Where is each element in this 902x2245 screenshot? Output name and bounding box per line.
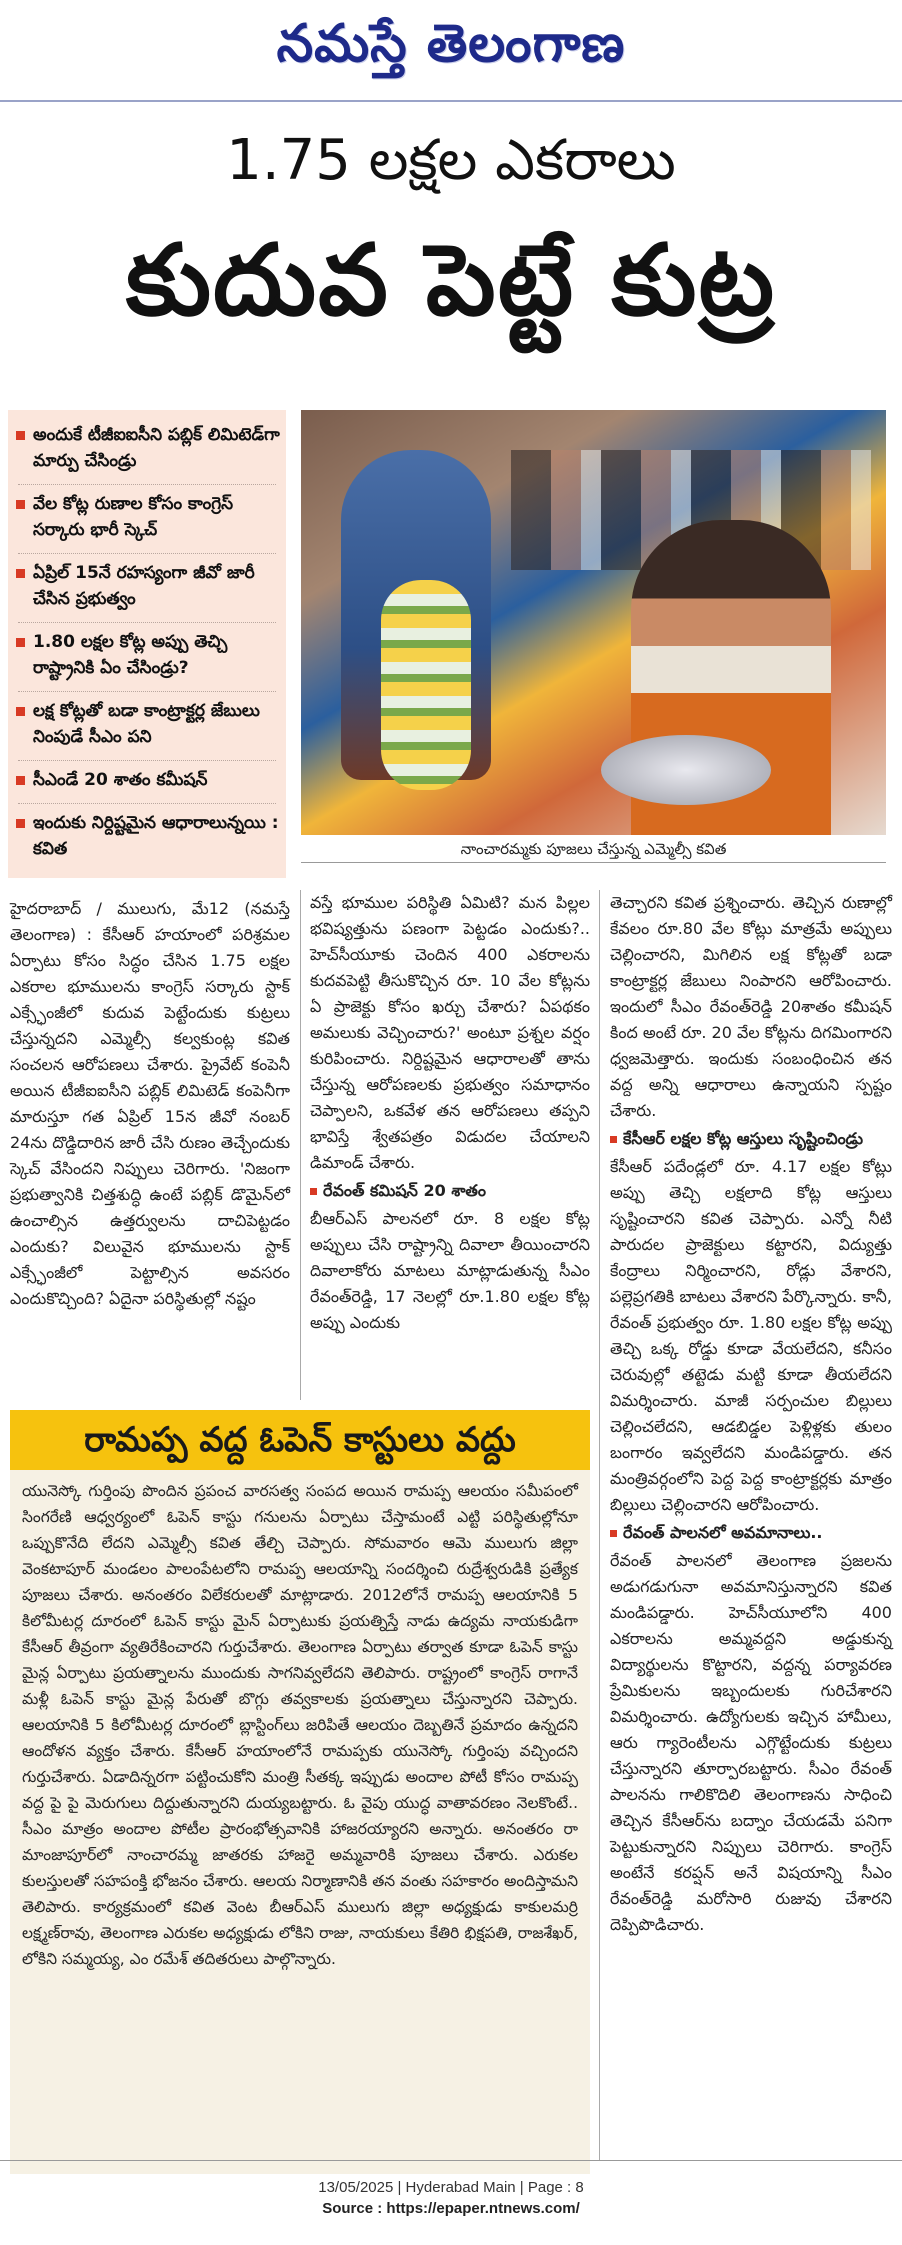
bullet-square-icon	[16, 500, 25, 509]
highlight-item: అందుకే టీజీఐఐసీని పబ్లిక్ లిమిటెడ్‌గా మార్పు చేసిండ్రు	[14, 422, 280, 474]
bullet-square-icon	[310, 1188, 317, 1195]
footer-source-link[interactable]: Source : https://epaper.ntnews.com/	[322, 2200, 580, 2217]
highlight-item: ఇందుకు నిర్దిష్టమైన ఆధారాలున్నయి : కవిత	[14, 810, 280, 862]
bullet-square-icon	[610, 1530, 617, 1537]
page-footer	[0, 2160, 902, 2245]
bullet-square-icon	[16, 569, 25, 578]
article-paragraph: బీఆర్‌ఎస్ పాలనలో రూ. 8 లక్షల కోట్ల అప్పులు చేసి రాష్ట్రాన్ని దివాలా తీయించారని దివాలాకోరు మాటలు మాట్లాడుతున్న సీఎం రేవంత్‌రెడ్డి, 17 నెలల్లో రూ.1.80 లక్షల కోట్ల అప్పు ఎందుకు	[310, 1209, 590, 1332]
sidebox-paragraph: యునెస్కో గుర్తింపు పొందిన ప్రపంచ వారసత్వ సంపద అయిన రామప్ప ఆలయం సమీపంలో సింగరేణి ఆధ్వర్యంలో ఓపెన్ కాస్టు గనులను ఏర్పాటు చేస్తామంటే ఎట్టి పరిస్థితుల్లోనూ ఒప్పుకొనేది లేదని ఎమ్మెల్సీ కవిత తేల్చి చెప్పారు. సోమవారం ఆమె ములుగు జిల్లా వెంకటాపూర్ మండలం పాలంపేటలోని రామప్ప ఆలయాన్ని సందర్శించి రుద్రేశ్వరుడికి ప్రత్యేక పూజలు చేశారు. అనంతరం విలేకరులతో మాట్లాడారు. 2012లోనే రామప్ప ఆలయానికి 5 కిలోమీటర్ల దూరంలో ఓపెన్ కాస్టు మైన్ ఏర్పాటుకు ప్రయత్నిస్తే నాడు ఉద్యమ నాయకుడిగా కేసీఆర్ తీవ్రంగా వ్యతిరేకించారని గుర్తుచేశారు. తెలంగాణ ఏర్పాటు తర్వాత కూడా ఓపెన్ కాస్టు మైన్ల ఏర్పాటు ప్రయత్నాలను ముందుకు సాగనివ్వలేదని తెలిపారు. రాష్ట్రంలో కాంగ్రెస్ రాగానే మళ్లీ ఓపెన్ కాస్టు మైన్ల పేరుతో బొగ్గు తవ్వకాలకు ప్రయత్నాలు చేస్తున్నారని చెప్పారు. ఆలయానికి 5 కిలోమీటర్ల దూరంలో బ్లాస్టింగ్‌లు జరిపితే ఆలయం దెబ్బతినే ప్రమాదం ఉన్నదని ఆందోళన వ్యక్తం చేశారు. కేసీఆర్ హయాంలోనే రామప్పకు యునెస్కో గుర్తింపు వచ్చిందని గుర్తుచేశారు. ఏడాదిన్నరగా పట్టించుకోని మంత్రి సీతక్క ఇప్పుడు అందాల పోటీ కోసం రామప్ప వద్ద పై పై మెరుగులు దిద్దుతున్నారని దుయ్యబట్టారు. ఓ వైపు యుద్ధ వాతావరణం నెలకొంటే.. సీఎం మాత్రం అందాల పోటీల ప్రారంభోత్సవానికి హాజరయ్యారని అన్నారు. అనంతరం రా మాంజాపూర్‌లో నాంచారమ్మ జాతరకు హాజరై అమ్మవారికి పూజలు చేశారు. ఎరుకల కులస్తులతో సహపంక్తి భోజనం చేశారు. ఆలయ నిర్మాణానికి తన వంతు సహకారం అందిస్తామని తెలిపారు. కార్యక్రమంలో కవిత వెంట బీఆర్‌ఎస్ ములుగు జిల్లా అధ్యక్షుడు కాకులమర్రి లక్ష్మణ్‌రావు, తెలంగాణ ఎరుకల అధ్యక్షుడు లోకిని రాజు, నాయకులు కేతిరి భిక్షపతి, రాజశేఖర్, లోకిని సమ్మయ్య, ఎం రమేశ్ తదితరులు పాల్గొన్నారు.	[22, 1482, 578, 1968]
article-paragraph: కేసీఆర్ పదేండ్లలో రూ. 4.17 లక్షల కోట్లు అప్పు తెచ్చి లక్షలాది కోట్ల ఆస్తులు సృష్టించారని కవిత చెప్పారు. ఎన్నో నీటి పారుదల ప్రాజెక్టులు కట్టారని, విద్యుత్తు కేంద్రాలు నిర్మించారని, రోడ్లు వేశారని, పల్లెప్రగతికి బాటలు వేశారని పేర్కొన్నారు. కానీ, రేవంత్ ప్రభుత్వం రూ. 1.80 లక్షల కోట్ల అప్పు తెచ్చి ఒక్క రోడ్డు కూడా వేయలేదని, కనీసం చెరువుల్లో తట్టెడు మట్టి కూడా తీయలేదని విమర్శించారు. మాజీ సర్పంచుల బిల్లులు చెల్లించలేదని, ఆడబిడ్డల పెళ్లిళ్లకు తులం బంగారం ఇవ్వలేదని మండిపడ్డారు. తన మంత్రివర్గంలోని పెద్ద పెద్ద కాంట్రాక్టర్లకు మాత్రం బిల్లులు చెల్లించారని ఆరోపించారు.	[610, 1157, 892, 1514]
sidebox-body	[10, 1470, 590, 2174]
highlights-box	[8, 410, 286, 878]
article-column-1	[10, 896, 290, 1312]
headline-line-1: 1.75 లక్షల ఎకరాలు	[226, 128, 676, 193]
bullet-square-icon	[610, 1136, 617, 1143]
bullet-square-icon	[16, 776, 25, 785]
footer-edition-info: 13/05/2025 | Hyderabad Main | Page : 8	[318, 2179, 584, 2196]
sidebox-title: రామప్ప వద్ద ఓపెన్ కాస్టులు వద్దు	[10, 1410, 590, 1470]
photo-garland	[381, 580, 471, 790]
article-column-2	[310, 890, 590, 1336]
highlight-item: ఏప్రిల్ 15నే రహస్యంగా జీవో జారీ చేసిన ప్రభుత్వం	[14, 560, 280, 612]
newspaper-logo: నమస్తే తెలంగాణ	[276, 14, 626, 74]
bullet-square-icon	[16, 819, 25, 828]
photo-caption: నాంచారమ్మకు పూజలు చేస్తున్న ఎమ్మెల్సీ కవిత	[460, 840, 727, 858]
article-paragraph: తెచ్చారని కవిత ప్రశ్నించారు. తెచ్చిన రుణాల్లో కేవలం రూ.80 వేల కోట్లు మాత్రమే అప్పులు చెల్లించారని, మిగిలిన లక్ష కోట్లతో బడా కాంట్రాక్టర్ల జేబులు నింపారని ఆరోపించారు. ఇందులో సీఎం రేవంత్‌రెడ్డి 20శాతం కమీషన్ కింద అంటే రూ. 20 వేల కోట్లను దిగమింగారని ధ్వజమెత్తారు. ఇందుకు సంబంధించిన తన వద్ద అన్ని ఆధారాలు ఉన్నాయని స్పష్టం చేశారు.	[610, 893, 892, 1120]
article-paragraph: హైదరాబాద్ / ములుగు, మే12 (నమస్తే తెలంగాణ) : కేసీఆర్ హయాంలో పరిశ్రమల ఏర్పాటు కోసం సిద్ధం చేసిన 1.75 లక్షల ఎకరాల భూములను కాంగ్రెస్ సర్కారు స్టాక్ ఎక్స్ఛేంజీలో కుదువ పెట్టేందుకు కుట్రలు చేస్తున్నదని ఎమ్మెల్సీ కల్వకుంట్ల కవిత సంచలన ఆరోపణలు చేశారు. ప్రైవేట్ కంపెనీ అయిన టీజీఐఐసీని పబ్లిక్ లిమిటెడ్ కంపెనీగా మారుస్తూ గత ఏప్రిల్ 15న జీవో నంబర్ 24ను దొడ్డిదారిన జారీ చేసి రుణం తెచ్చేందుకు స్కెచ్ వేసిందని నిప్పులు చెరిగారు. 'నిజంగా ప్రభుత్వానికి చిత్తశుద్ధి ఉంటే పబ్లిక్ డొమైన్‌లో ఉంచాల్సిన ఉత్తర్వులను దాచిపెట్టడం ఎందుకు? విలువైన భూములను స్టాక్ ఎక్స్ఛేంజీలో పెట్టాల్సిన అవసరం ఎందుకొచ్చింది? ఏదైనా పరిస్థితుల్లో నష్టం	[10, 899, 290, 1308]
masthead	[0, 0, 902, 102]
headline-line-2: కుదువ పెట్టే కుట్ర	[125, 224, 777, 338]
highlight-item: లక్ష కోట్లతో బడా కాంట్రాక్టర్ల జేబులు నింపుడే సీఎం పని	[14, 698, 280, 750]
highlight-item: 1.80 లక్షల కోట్ల అప్పు తెచ్చి రాష్ట్రానికి ఏం చేసిండ్రు?	[14, 629, 280, 681]
article-paragraph: వస్తే భూముల పరిస్థితి ఏమిటి? మన పిల్లల భవిష్యత్తును పణంగా పెట్టడం ఎందుకు?.. హెచ్‌సీయూకు చెందిన 400 ఎకరాలను కుదవపెట్టి తీసుకొచ్చిన రూ. 10 వేల కోట్లను ఏ ప్రాజెక్టు కోసం ఖర్చు చేశారు? ఏపథకం అమలుకు వెచ్చించారు?' అంటూ ప్రశ్నల వర్షం కురిపించారు. నిర్దిష్టమైన ఆధారాలతో తాను చేస్తున్న ఆరోపణలకు ప్రభుత్వం సమాధానం చెప్పాలని, ఒకవేళ తన ఆరోపణలు తప్పని భావిస్తే శ్వేతపత్రం విడుదల చేయాలని డిమాండ్ చేశారు.	[310, 893, 590, 1172]
subheading: రేవంత్ పాలనలో అవమానాలు..	[610, 1520, 892, 1546]
highlight-item: వేల కోట్ల రుణాల కోసం కాంగ్రెస్ సర్కారు భారీ స్కెచ్	[14, 491, 280, 543]
photo-puja-plate	[601, 735, 771, 805]
highlight-item: సీఎండే 20 శాతం కమీషన్	[14, 767, 280, 793]
bullet-square-icon	[16, 431, 25, 440]
bullet-square-icon	[16, 638, 25, 647]
article-paragraph: రేవంత్ పాలనలో తెలంగాణ ప్రజలను అడుగడుగునా అవమానిస్తున్నారని కవిత మండిపడ్డారు. హెచ్‌సీయూలోని 400 ఎకరాలను అమ్మవద్దని అడ్డుకున్న విద్యార్థులను కొట్టారని, వద్దన్న పర్యావరణ ప్రేమికులను ఇబ్బందులకు గురిచేశారని విమర్శించారు. ఉద్యోగులకు ఇచ్చిన హామీలు, ఆరు గ్యారెంటీలను ఎగ్గొట్టేందుకు కుట్రలు చేస్తున్నారని తూర్పారబట్టారు. సీఎం రేవంత్ పాలనను గాలికొదిలి తెలంగాణను సాధించి తెచ్చిన కేసీఆర్‌ను బద్నాం చేయడమే పనిగా పెట్టుకున్నారని నిప్పులు చెరిగారు. కాంగ్రెస్ అంటేనే కరప్షన్ అనే విషయాన్ని సీఎం రేవంత్‌రెడ్డి మరోసారి రుజువు చేశారని దెప్పిపొడిచారు.	[610, 1551, 892, 1934]
subheading: కేసీఆర్ లక్షల కోట్ల ఆస్తులు సృష్టించిండ్రు	[610, 1126, 892, 1152]
article-column-3	[610, 890, 892, 1938]
subheading: రేవంత్ కమిషన్ 20 శాతం	[310, 1178, 590, 1204]
news-photo	[301, 410, 886, 835]
bullet-square-icon	[16, 707, 25, 716]
